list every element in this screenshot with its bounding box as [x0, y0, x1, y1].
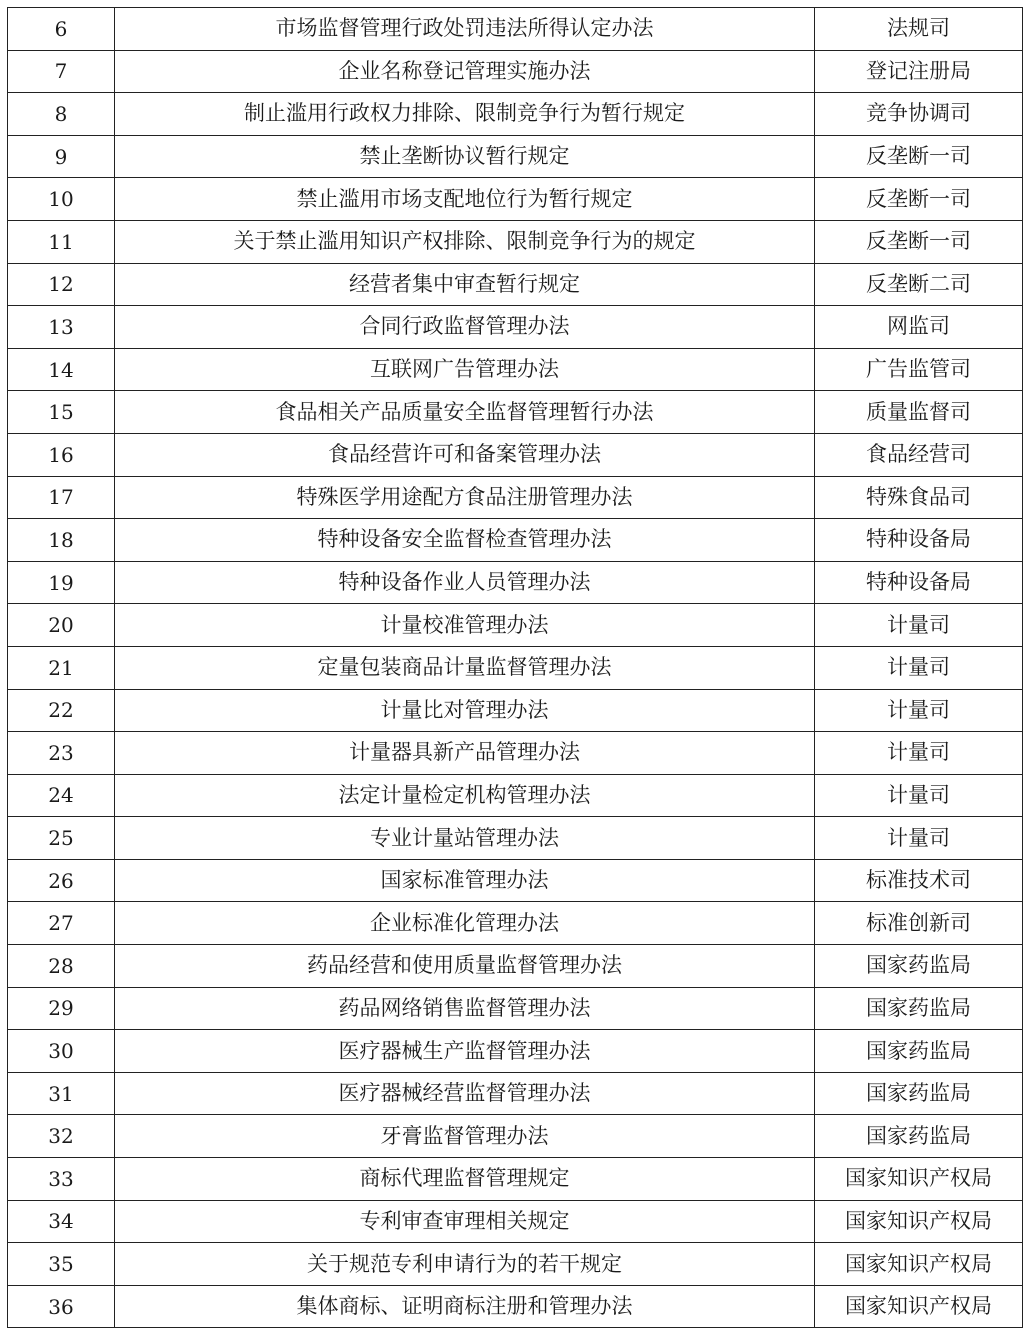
regulation-title-cell: 集体商标、证明商标注册和管理办法: [115, 1285, 815, 1328]
regulation-title-cell: 关于禁止滥用知识产权排除、限制竞争行为的规定: [115, 220, 815, 263]
regulation-title-cell: 商标代理监督管理规定: [115, 1158, 815, 1201]
row-number-cell: 14: [8, 348, 115, 391]
responsible-department-cell: 网监司: [815, 306, 1023, 349]
regulation-title-cell: 计量比对管理办法: [115, 689, 815, 732]
table-row: [8, 1072, 1023, 1115]
table-row: [8, 391, 1023, 434]
responsible-department-cell: 计量司: [815, 689, 1023, 732]
regulation-title-cell: 医疗器械生产监督管理办法: [115, 1030, 815, 1073]
row-number-cell: 11: [8, 220, 115, 263]
regulation-title-cell: 专利审查审理相关规定: [115, 1200, 815, 1243]
responsible-department-cell: 特种设备局: [815, 519, 1023, 562]
regulation-title-cell: 关于规范专利申请行为的若干规定: [115, 1243, 815, 1286]
regulation-title-cell: 食品经营许可和备案管理办法: [115, 433, 815, 476]
regulation-title-cell: 定量包装商品计量监督管理办法: [115, 646, 815, 689]
table-row: [8, 689, 1023, 732]
table-row: [8, 8, 1023, 51]
row-number-cell: 18: [8, 519, 115, 562]
regulation-title-cell: 企业标准化管理办法: [115, 902, 815, 945]
row-number-cell: 31: [8, 1072, 115, 1115]
table-row: [8, 1200, 1023, 1243]
row-number-cell: 36: [8, 1285, 115, 1328]
responsible-department-cell: 食品经营司: [815, 433, 1023, 476]
row-number-cell: 7: [8, 50, 115, 93]
table-row: [8, 1030, 1023, 1073]
row-number-cell: 8: [8, 93, 115, 136]
table-row: [8, 263, 1023, 306]
table-row: [8, 433, 1023, 476]
table-row: [8, 646, 1023, 689]
table-row: [8, 476, 1023, 519]
row-number-cell: 27: [8, 902, 115, 945]
responsible-department-cell: 国家药监局: [815, 987, 1023, 1030]
responsible-department-cell: 登记注册局: [815, 50, 1023, 93]
row-number-cell: 16: [8, 433, 115, 476]
table-row: [8, 1115, 1023, 1158]
regulation-title-cell: 食品相关产品质量安全监督管理暂行办法: [115, 391, 815, 434]
responsible-department-cell: 反垄断一司: [815, 178, 1023, 221]
row-number-cell: 10: [8, 178, 115, 221]
table-row: [8, 178, 1023, 221]
responsible-department-cell: 法规司: [815, 8, 1023, 51]
responsible-department-cell: 国家知识产权局: [815, 1158, 1023, 1201]
responsible-department-cell: 特种设备局: [815, 561, 1023, 604]
table-row: [8, 50, 1023, 93]
responsible-department-cell: 标准技术司: [815, 859, 1023, 902]
responsible-department-cell: 国家药监局: [815, 1115, 1023, 1158]
regulation-title-cell: 药品网络销售监督管理办法: [115, 987, 815, 1030]
table-row: [8, 306, 1023, 349]
row-number-cell: 20: [8, 604, 115, 647]
responsible-department-cell: 反垄断一司: [815, 135, 1023, 178]
row-number-cell: 17: [8, 476, 115, 519]
table-row: [8, 859, 1023, 902]
responsible-department-cell: 国家药监局: [815, 945, 1023, 988]
responsible-department-cell: 质量监督司: [815, 391, 1023, 434]
table-row: [8, 604, 1023, 647]
table-row: [8, 732, 1023, 775]
regulation-title-cell: 药品经营和使用质量监督管理办法: [115, 945, 815, 988]
responsible-department-cell: 标准创新司: [815, 902, 1023, 945]
row-number-cell: 34: [8, 1200, 115, 1243]
regulation-title-cell: 计量校准管理办法: [115, 604, 815, 647]
regulation-title-cell: 特种设备作业人员管理办法: [115, 561, 815, 604]
table-row: [8, 1243, 1023, 1286]
table-row: [8, 987, 1023, 1030]
table-row: [8, 1158, 1023, 1201]
row-number-cell: 30: [8, 1030, 115, 1073]
table-row: [8, 220, 1023, 263]
regulations-table: [7, 7, 1023, 1328]
responsible-department-cell: 竞争协调司: [815, 93, 1023, 136]
table-row: [8, 135, 1023, 178]
regulation-title-cell: 企业名称登记管理实施办法: [115, 50, 815, 93]
responsible-department-cell: 国家药监局: [815, 1030, 1023, 1073]
regulation-title-cell: 医疗器械经营监督管理办法: [115, 1072, 815, 1115]
row-number-cell: 25: [8, 817, 115, 860]
table-row: [8, 93, 1023, 136]
row-number-cell: 13: [8, 306, 115, 349]
table-row: [8, 1285, 1023, 1328]
regulations-table-container: [7, 7, 1022, 1328]
table-row: [8, 348, 1023, 391]
regulation-title-cell: 互联网广告管理办法: [115, 348, 815, 391]
regulation-title-cell: 特殊医学用途配方食品注册管理办法: [115, 476, 815, 519]
table-row: [8, 774, 1023, 817]
regulation-title-cell: 法定计量检定机构管理办法: [115, 774, 815, 817]
row-number-cell: 24: [8, 774, 115, 817]
regulation-title-cell: 经营者集中审查暂行规定: [115, 263, 815, 306]
row-number-cell: 29: [8, 987, 115, 1030]
row-number-cell: 22: [8, 689, 115, 732]
responsible-department-cell: 国家知识产权局: [815, 1285, 1023, 1328]
row-number-cell: 15: [8, 391, 115, 434]
row-number-cell: 12: [8, 263, 115, 306]
responsible-department-cell: 广告监管司: [815, 348, 1023, 391]
responsible-department-cell: 计量司: [815, 774, 1023, 817]
regulation-title-cell: 专业计量站管理办法: [115, 817, 815, 860]
regulation-title-cell: 国家标准管理办法: [115, 859, 815, 902]
row-number-cell: 21: [8, 646, 115, 689]
row-number-cell: 9: [8, 135, 115, 178]
table-row: [8, 817, 1023, 860]
regulation-title-cell: 牙膏监督管理办法: [115, 1115, 815, 1158]
regulations-table-body: [8, 8, 1023, 1328]
regulation-title-cell: 计量器具新产品管理办法: [115, 732, 815, 775]
row-number-cell: 19: [8, 561, 115, 604]
table-row: [8, 945, 1023, 988]
responsible-department-cell: 国家知识产权局: [815, 1200, 1023, 1243]
row-number-cell: 28: [8, 945, 115, 988]
row-number-cell: 26: [8, 859, 115, 902]
table-row: [8, 561, 1023, 604]
table-row: [8, 902, 1023, 945]
responsible-department-cell: 计量司: [815, 732, 1023, 775]
regulation-title-cell: 特种设备安全监督检查管理办法: [115, 519, 815, 562]
table-row: [8, 519, 1023, 562]
row-number-cell: 33: [8, 1158, 115, 1201]
row-number-cell: 32: [8, 1115, 115, 1158]
responsible-department-cell: 计量司: [815, 604, 1023, 647]
responsible-department-cell: 反垄断二司: [815, 263, 1023, 306]
responsible-department-cell: 国家药监局: [815, 1072, 1023, 1115]
row-number-cell: 35: [8, 1243, 115, 1286]
responsible-department-cell: 反垄断一司: [815, 220, 1023, 263]
responsible-department-cell: 国家知识产权局: [815, 1243, 1023, 1286]
responsible-department-cell: 计量司: [815, 817, 1023, 860]
regulation-title-cell: 市场监督管理行政处罚违法所得认定办法: [115, 8, 815, 51]
row-number-cell: 23: [8, 732, 115, 775]
regulation-title-cell: 合同行政监督管理办法: [115, 306, 815, 349]
regulation-title-cell: 制止滥用行政权力排除、限制竞争行为暂行规定: [115, 93, 815, 136]
responsible-department-cell: 计量司: [815, 646, 1023, 689]
regulation-title-cell: 禁止垄断协议暂行规定: [115, 135, 815, 178]
regulation-title-cell: 禁止滥用市场支配地位行为暂行规定: [115, 178, 815, 221]
responsible-department-cell: 特殊食品司: [815, 476, 1023, 519]
row-number-cell: 6: [8, 8, 115, 51]
